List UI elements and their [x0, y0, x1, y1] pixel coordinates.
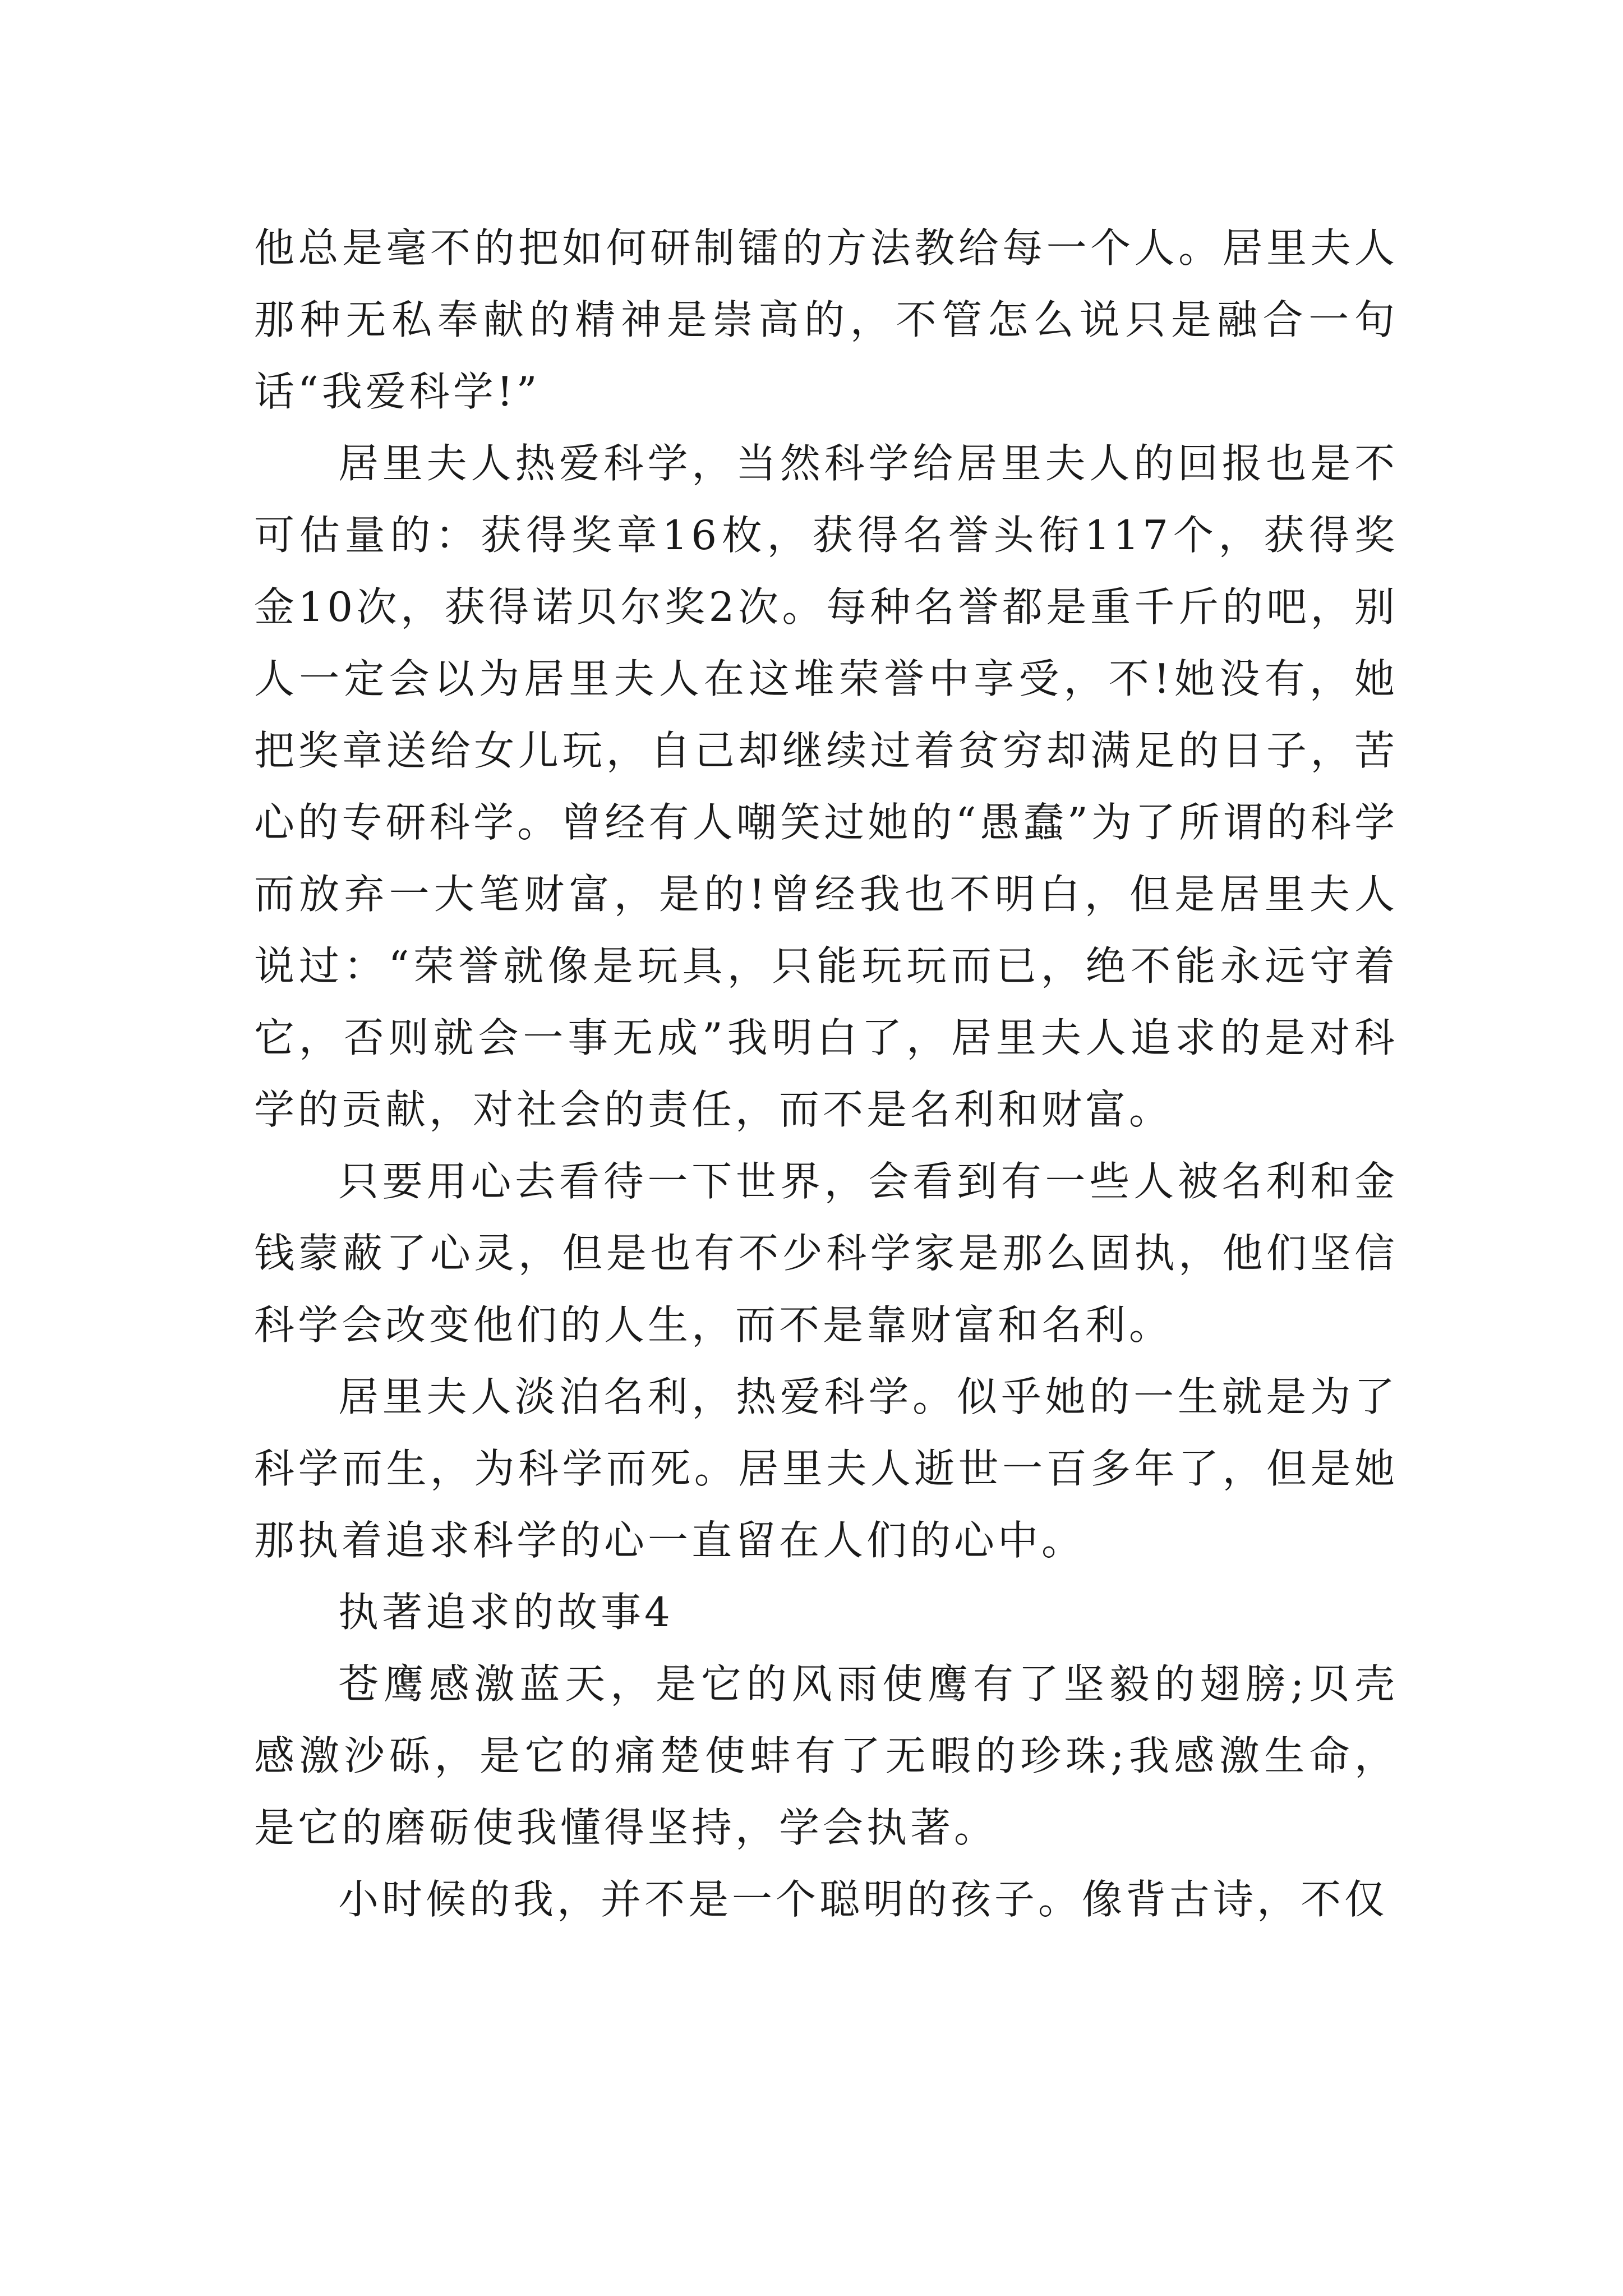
paragraph-4: 居里夫人淡泊名利，热爱科学。似乎她的一生就是为了科学而生，为科学而死。居里夫人逝世一百多年了，但是她那执着追求科学的心一直留在人们的心中。 [254, 1373, 1398, 1564]
paragraph-1: 他总是毫不的把如何研制镭的方法教给每一个人。居里夫人那种无私奉献的精神是崇高的，不管怎么说只是融合一句话“我爱科学!” [254, 224, 1398, 415]
paragraph-6: 小时候的我，并不是一个聪明的孩子。像背古诗，不仅 [338, 1876, 1389, 1923]
paragraph-3: 只要用心去看待一下世界，会看到有一些人被名利和金钱蒙蔽了心灵，但是也有不少科学家是那么固执，他们坚信科学会改变他们的人生，而不是靠财富和名利。 [254, 1158, 1398, 1349]
document-body [254, 212, 1398, 1935]
section-heading: 执著追求的故事4 [338, 1589, 674, 1636]
paragraph-5: 苍鹰感激蓝天，是它的风雨使鹰有了坚毅的翅膀;贝壳感激沙砾，是它的痛楚使蚌有了无暇的珍珠;我感激生命，是它的磨砺使我懂得坚持，学会执著。 [254, 1660, 1398, 1851]
paragraph-2: 居里夫人热爱科学，当然科学给居里夫人的回报也是不可估量的：获得奖章16枚，获得名誉头衔117个，获得奖金10次，获得诺贝尔奖2次。每种名誉都是重千斤的吧，别人一定会以为居里夫人在这堆荣誉中享受，不!她没有，她把奖章送给女儿玩，自己却继续过着贫穷却满足的日子，苦心的专研科学。曾经有人嘲笑过她的“愚蠢”为了所谓的科学而放弃一大笔财富，是的!曾经我也不明白，但是居里夫人说过：“荣誉就像是玩具，只能玩玩而已，绝不能永远守着它，否则就会一事无成”我明白了，居里夫人追求的是对科学的贡献，对社会的责任，而不是名利和财富。 [254, 440, 1398, 1133]
